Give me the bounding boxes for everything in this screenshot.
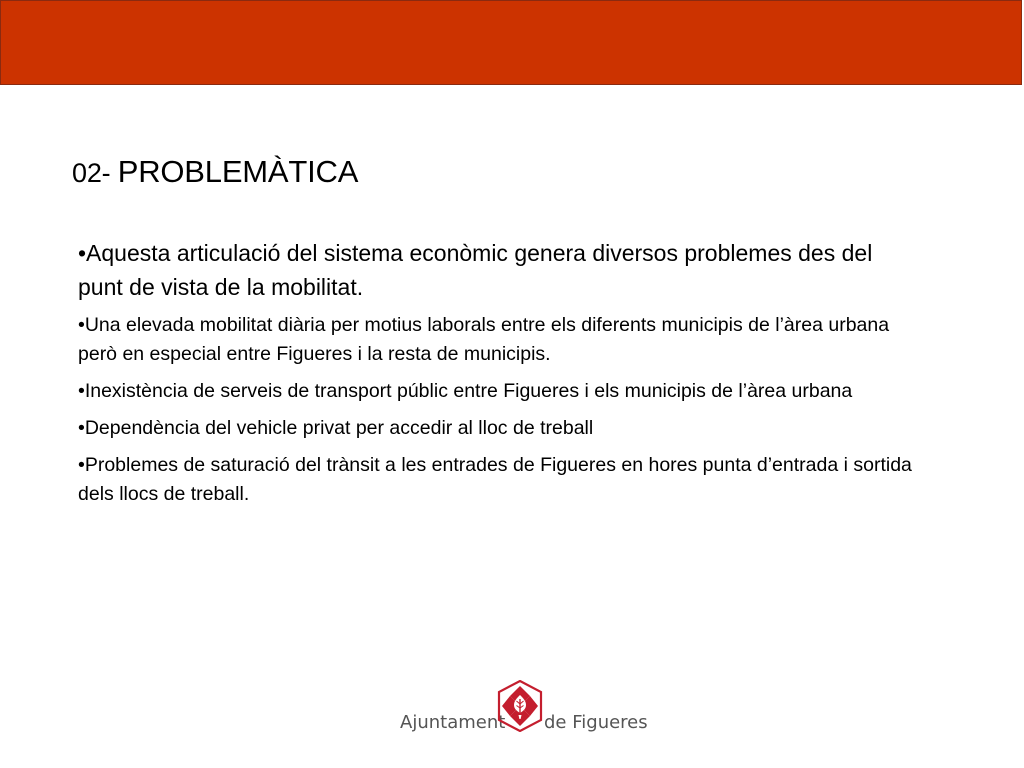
bullet-item: •Inexistència de serveis de transport públic entre Figueres i els municipis de l’àrea urbana [78,380,853,402]
slide-title [72,152,358,193]
bullet-list [78,236,918,517]
lead-bullet: •Aquesta articulació del sistema econòmic genera diversos problemes des del punt de vista de la mobilitat. [78,240,873,300]
bullet-item: •Dependència del vehicle privat per accedir al lloc de treball [78,417,594,439]
footer-logo-left-text: Ajuntament [400,712,506,733]
title-main: PROBLEMÀTICA [117,154,359,189]
title-prefix: 02- [72,158,118,188]
footer-logo [398,680,648,736]
header-band [0,0,1022,85]
footer-logo-right-text: de Figueres [544,712,648,733]
city-crest-icon [497,680,543,732]
bullet-item: •Una elevada mobilitat diària per motius laborals entre els diferents municipis de l’àrea urbana però en especial entre Figueres i la resta de municipis. [78,314,890,365]
bullet-item: •Problemes de saturació del trànsit a les entrades de Figueres en hores punta d’entrada i sortida dels llocs de treball. [78,454,912,505]
